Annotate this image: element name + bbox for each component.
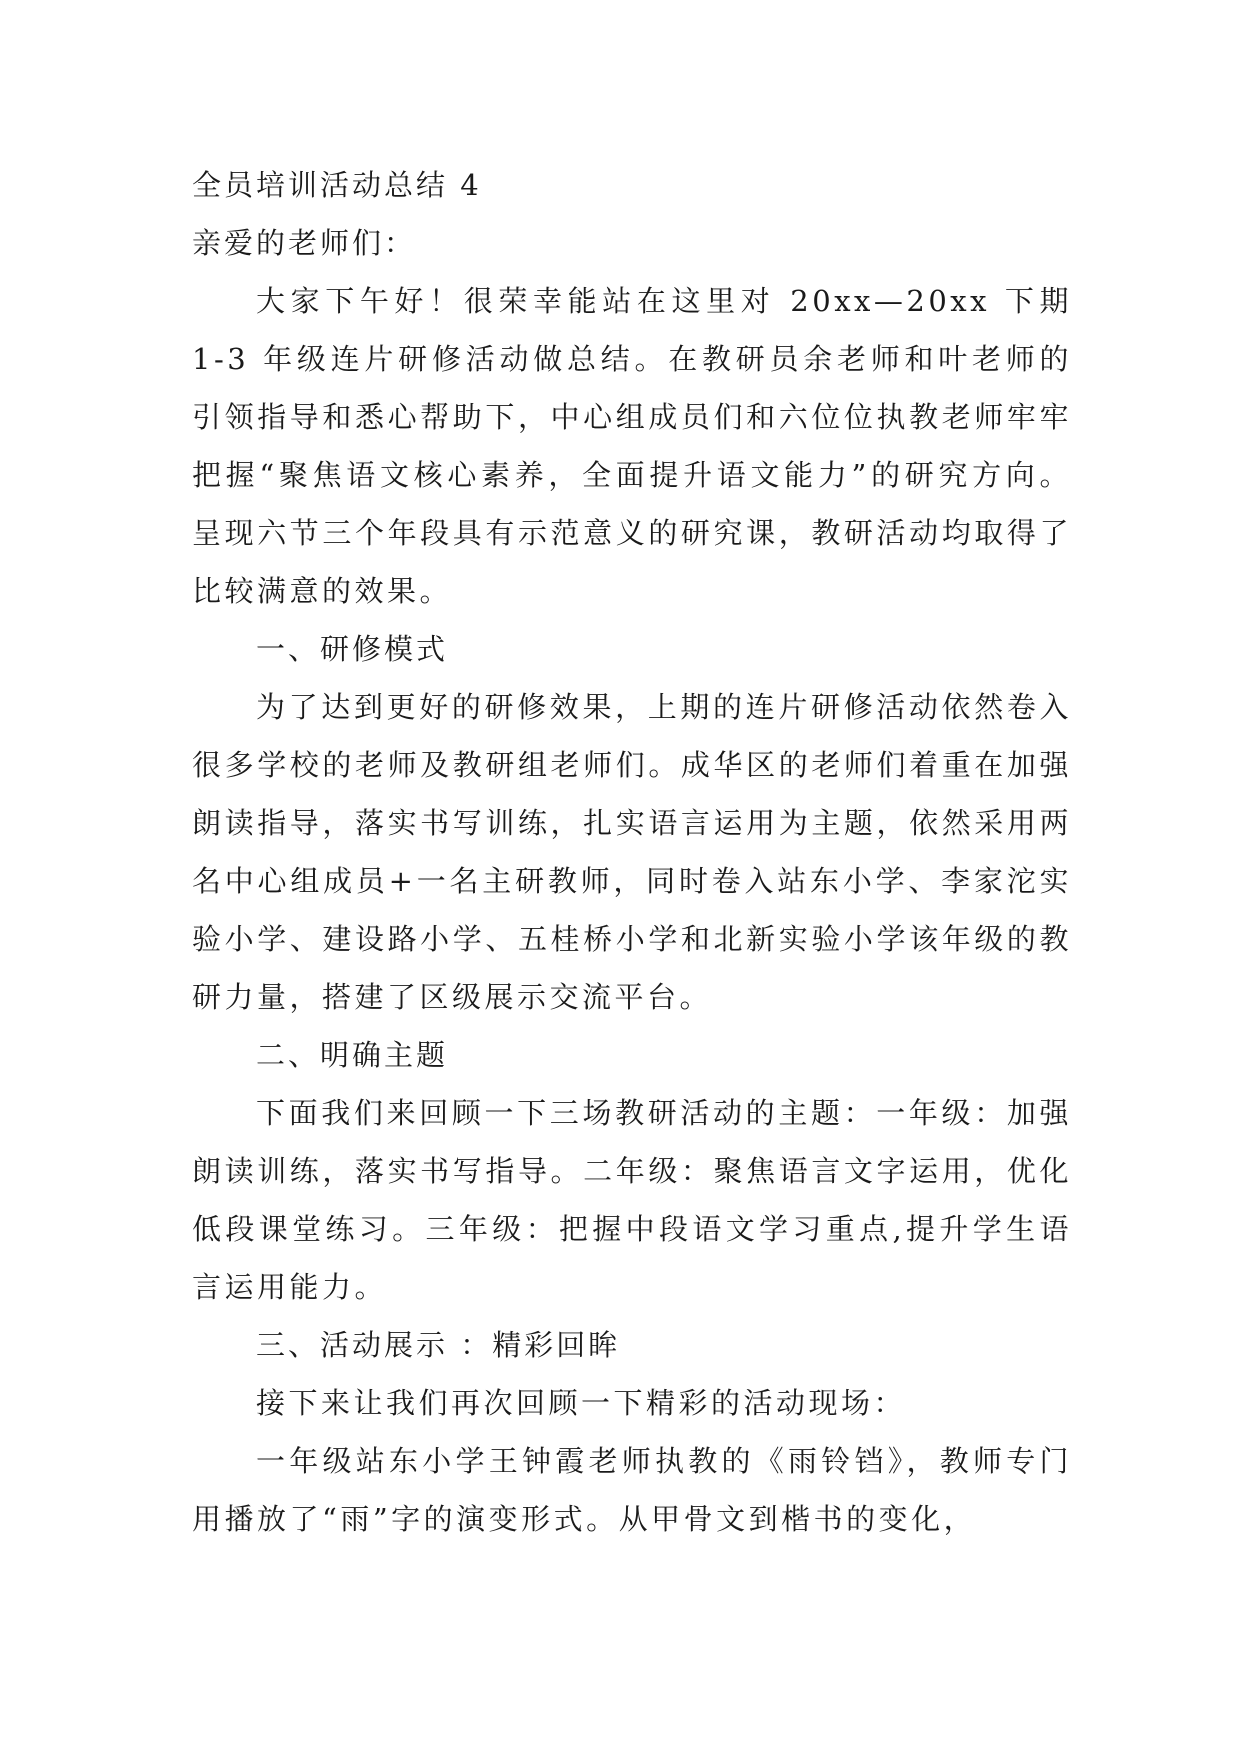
section-heading-1: 一、研修模式 — [256, 632, 449, 666]
paragraph-research-mode: 为了达到更好的研修效果，上期的连片研修活动依然卷入很多学校的老师及教研组老师们。成华区的老师们着重在加强朗读指导，落实书写训练，扎实语言运用为主题，依然采用两名中心组成员+一名主研教师，同时卷入站东小学、李家沱实验小学、建设路小学、五桂桥小学和北新实验小学该年级的教研力量，搭建了区级展示交流平台。 — [192, 690, 1072, 1014]
document-title: 全员培训活动总结 4 — [192, 168, 482, 202]
salutation: 亲爱的老师们： — [192, 226, 417, 260]
section-heading-2: 二、明确主题 — [256, 1038, 449, 1072]
paragraph-review-intro: 接下来让我们再次回顾一下精彩的活动现场： — [256, 1386, 907, 1420]
document-page — [192, 156, 1072, 1548]
paragraph-intro: 大家下午好！很荣幸能站在这里对 20xx—20xx 下期 1-3 年级连片研修活动做总结。在教研员余老师和叶老师的引领指导和悉心帮助下，中心组成员们和六位位执教老师牢牢把握“聚焦语文核心素养，全面提升语文能力”的研究方向。呈现六节三个年段具有示范意义的研究课，教研活动均取得了比较满意的效果。 — [192, 284, 1072, 608]
paragraph-grade-one: 一年级站东小学王钟霞老师执教的《雨铃铛》，教师专门用播放了“雨”字的演变形式。从甲骨文到楷书的变化， — [192, 1444, 1072, 1536]
paragraph-themes: 下面我们来回顾一下三场教研活动的主题：一年级：加强朗读训练，落实书写指导。二年级：聚焦语言文字运用，优化低段课堂练习。三年级：把握中段语文学习重点,提升学生语言运用能力。 — [192, 1096, 1072, 1304]
section-heading-3: 三、活动展示 ：精彩回眸 — [256, 1328, 621, 1362]
